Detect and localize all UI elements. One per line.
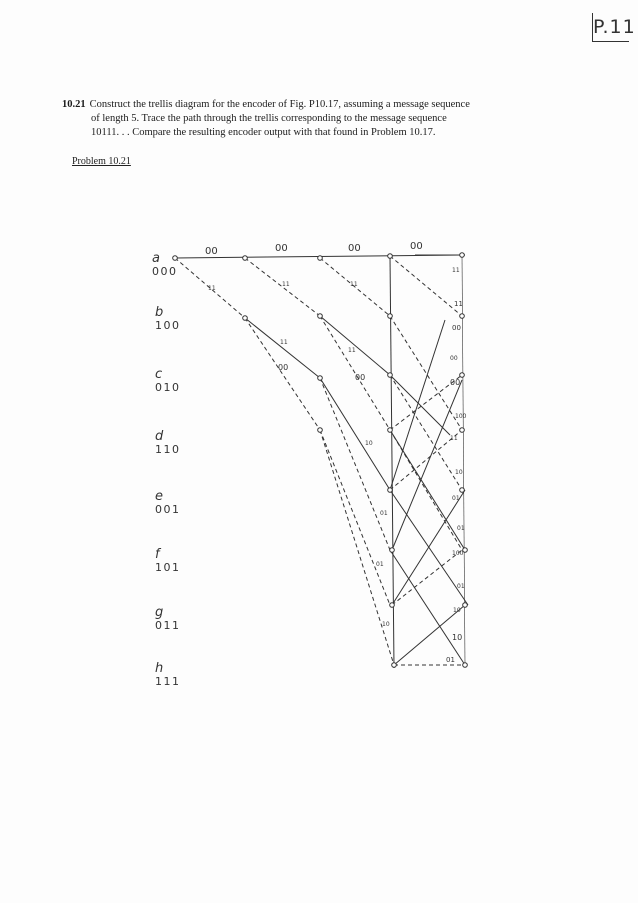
- branch-label: 01: [446, 656, 455, 664]
- trellis-branch: [390, 320, 445, 490]
- trellis-node: [392, 663, 397, 668]
- trellis-node: [243, 256, 248, 261]
- state-bits: 001: [155, 503, 181, 516]
- trellis-node: [460, 373, 465, 378]
- trellis-node: [318, 256, 323, 261]
- trellis-branch: [390, 375, 450, 435]
- branch-label: 00: [355, 373, 366, 382]
- trellis-branch-dashed: [390, 256, 462, 316]
- branch-label: 00: [205, 246, 218, 257]
- trellis-node: [318, 428, 323, 433]
- problem-text-1: Construct the trellis diagram for the encoder of Fig. P10.17, assuming a message sequence: [89, 99, 470, 110]
- branch-label: 01: [452, 495, 460, 502]
- branch-label: 11: [454, 300, 463, 308]
- branch-label: 00: [452, 324, 461, 332]
- state-bits: 010: [155, 381, 181, 394]
- state-bits: 011: [155, 619, 181, 632]
- branch-label: 00: [410, 241, 423, 252]
- trellis-branch-dashed: [390, 316, 462, 430]
- problem-number: 10.21: [62, 99, 86, 110]
- state-letter: b: [155, 305, 164, 320]
- trellis-node: [463, 603, 468, 608]
- trellis-node: [318, 376, 323, 381]
- trellis-node: [460, 488, 465, 493]
- branch-label: 10: [453, 607, 461, 614]
- problem-line-2: of length 5. Trace the path through the trellis corresponding to the message sequence: [91, 113, 447, 124]
- trellis-branch: [320, 378, 390, 490]
- branch-label: 11: [350, 281, 358, 288]
- branch-label: 00: [348, 243, 361, 254]
- trellis-node: [388, 314, 393, 319]
- page-tag: P.11: [592, 13, 629, 42]
- trellis-node: [390, 548, 395, 553]
- state-bits: 111: [155, 675, 181, 688]
- trellis-node: [173, 256, 178, 261]
- state-letter: h: [155, 661, 164, 676]
- branch-label: 11: [280, 339, 288, 346]
- trellis-node: [460, 428, 465, 433]
- state-letter: d: [155, 429, 164, 444]
- trellis-branch-dashed: [245, 318, 320, 430]
- branch-label: 01: [457, 525, 465, 532]
- trellis-node: [388, 373, 393, 378]
- branch-label: 00: [275, 243, 288, 254]
- branch-label: 100: [455, 413, 467, 420]
- trellis-node: [243, 316, 248, 321]
- state-bits: 110: [155, 443, 181, 456]
- trellis-branch: [392, 490, 465, 605]
- state-bits: 101: [155, 561, 181, 574]
- trellis-branch-dashed: [320, 430, 390, 605]
- trellis-branch: [392, 380, 462, 550]
- trellis-branch-dashed: [320, 430, 394, 665]
- trellis-branch-dashed: [392, 550, 462, 605]
- problem-line-3: 10111. . . Compare the resulting encoder output with that found in Problem 10.17.: [91, 127, 436, 138]
- state-bits: 100: [155, 319, 181, 332]
- branch-label: 11: [282, 281, 290, 288]
- section-label: Problem 10.21: [72, 156, 131, 167]
- branch-label: 11: [452, 267, 460, 274]
- branch-label: 01: [380, 510, 388, 517]
- trellis-branch: [320, 316, 390, 375]
- branch-label: 10: [452, 633, 463, 642]
- trellis-node: [388, 488, 393, 493]
- branch-label: 10: [365, 440, 373, 447]
- trellis-node: [318, 314, 323, 319]
- branch-label: 00: [278, 363, 289, 372]
- state-letter: c: [155, 367, 163, 382]
- state-letter: g: [155, 605, 164, 620]
- state-bits: 000: [152, 265, 178, 278]
- trellis-node: [460, 253, 465, 258]
- trellis-node: [463, 663, 468, 668]
- branch-label: 10: [382, 621, 390, 628]
- branch-label: 01: [376, 561, 384, 568]
- trellis-branch-dashed: [390, 375, 462, 490]
- branch-label: 11: [348, 347, 356, 354]
- branch-label: 100: [452, 550, 464, 557]
- trellis-node: [388, 428, 393, 433]
- trellis-node: [388, 254, 393, 259]
- state-letter: f: [155, 547, 160, 562]
- branch-label: 00: [450, 355, 458, 362]
- branch-label: 11: [450, 435, 458, 442]
- trellis-node: [390, 603, 395, 608]
- branch-label: 00: [450, 378, 461, 387]
- branch-label: 11: [208, 285, 216, 292]
- branch-label: 01: [457, 583, 465, 590]
- trellis-node: [460, 314, 465, 319]
- state-letter: e: [155, 489, 163, 504]
- state-letter: a: [152, 251, 160, 266]
- branch-label: 10: [455, 469, 463, 476]
